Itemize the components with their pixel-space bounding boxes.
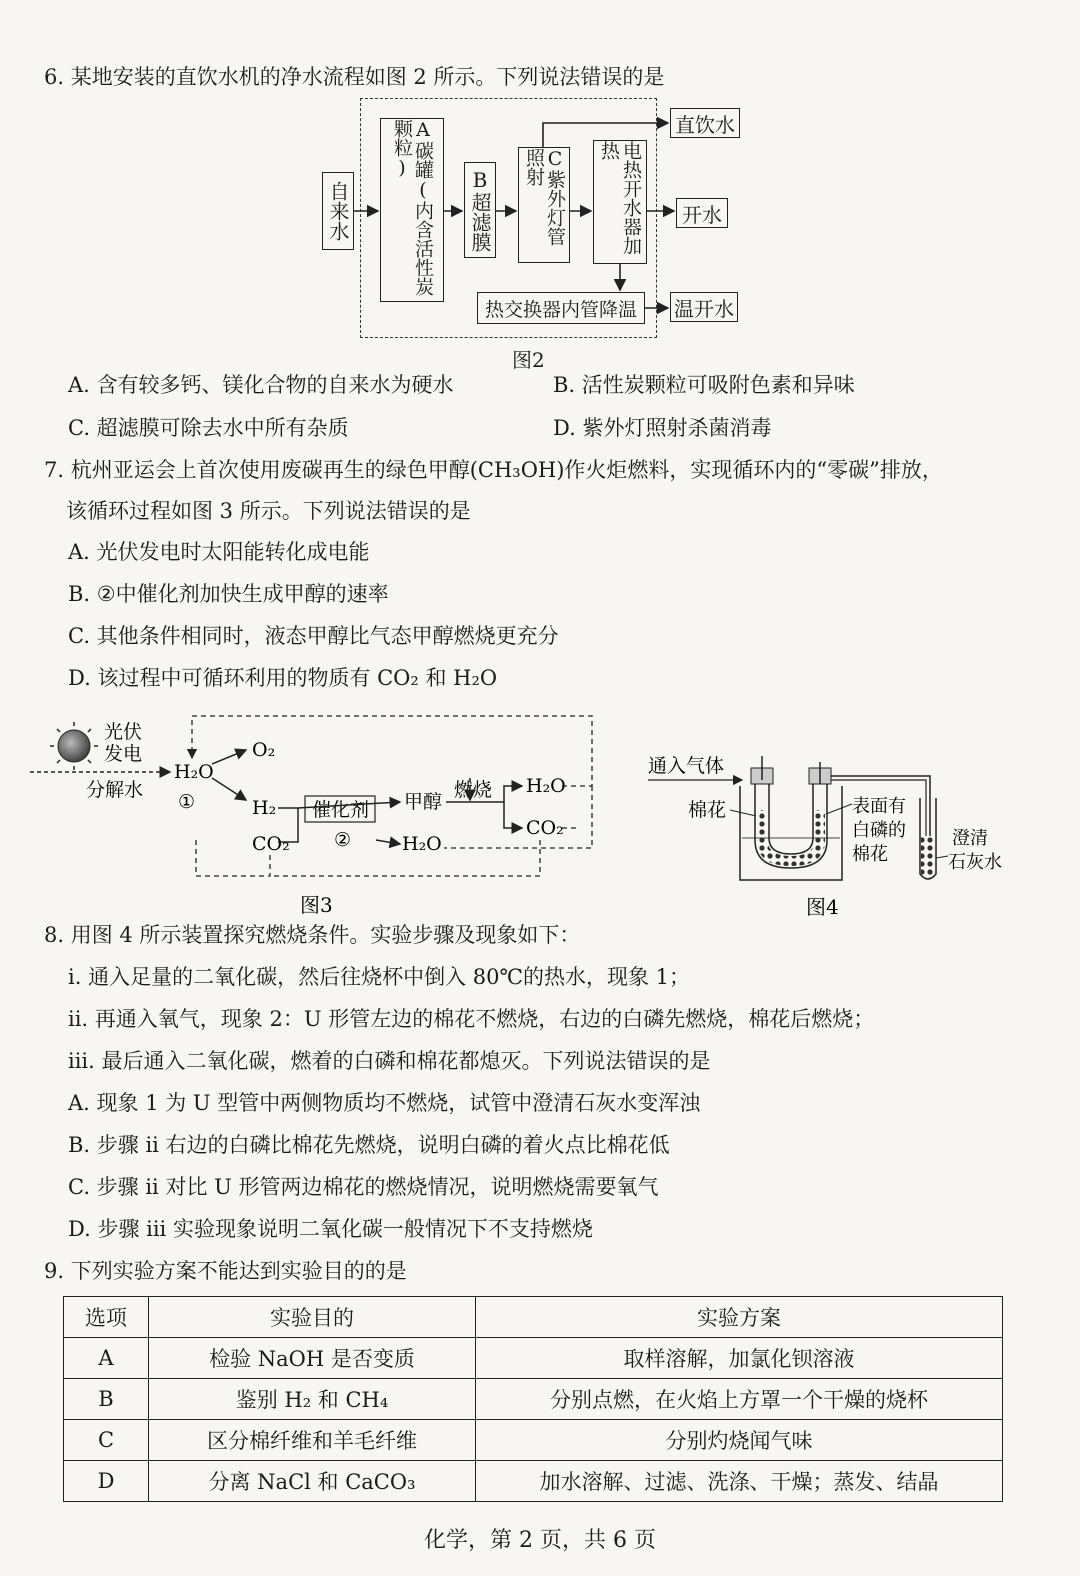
q6-option-d: D. 紫外灯照射杀菌消毒 [553, 416, 772, 440]
water-product-node: H₂O [402, 833, 442, 855]
table-header-row [64, 1297, 1003, 1338]
q7-option-d: D. 该过程中可循环利用的物质有 CO₂ 和 H₂O [68, 666, 498, 690]
table-row [64, 1338, 1003, 1379]
table-row [64, 1379, 1003, 1420]
water-burn-node: H₂O [526, 775, 566, 797]
catalyst-label: 催化剂 [312, 799, 370, 821]
row-d-plan: 加水溶解、过滤、洗涤、干燥；蒸发、结晶 [476, 1461, 1003, 1502]
phosphorus-label-2: 白磷的 [852, 820, 906, 841]
row-d-purpose: 分离 NaCl 和 CaCO₃ [149, 1461, 476, 1502]
header-option: 选项 [64, 1297, 149, 1338]
row-c-plan: 分别灼烧闻气味 [476, 1420, 1003, 1461]
co2-burn-node: CO₂ [526, 817, 564, 839]
figure-2-caption: 图2 [512, 348, 545, 372]
direct-water-box: 直饮水 [670, 108, 740, 138]
q8-option-d: D. 步骤 iii 实验现象说明二氧化碳一般情况下不支持燃烧 [68, 1217, 593, 1241]
q8-step-1: i. 通入足量的二氧化碳，然后往烧杯中倒入 80℃的热水，现象 1； [68, 965, 690, 989]
q7-option-b: B. ②中催化剂加快生成甲醇的速率 [68, 582, 389, 606]
phosphorus-label-1: 表面有 [852, 796, 906, 817]
q8-step-2: ii. 再通入氧气，现象 2：U 形管左边的棉花不燃烧，右边的白磷先燃烧，棉花后燃烧； [68, 1007, 875, 1031]
sun-icon [50, 722, 98, 770]
uv-lamp-box: C紫外灯管照射 [518, 147, 570, 263]
row-a-option: A [64, 1338, 149, 1379]
table-row [64, 1420, 1003, 1461]
page-footer: 化学，第 2 页，共 6 页 [424, 1528, 656, 1553]
step-2-label: ② [334, 829, 352, 851]
q8-option-c: C. 步骤 ii 对比 U 形管两边棉花的燃烧情况，说明燃烧需要氧气 [68, 1175, 659, 1199]
figure-4 [630, 740, 1050, 930]
gas-inlet-label: 通入气体 [648, 755, 725, 777]
figure-3-caption: 图3 [300, 893, 333, 917]
oxygen-node: O₂ [252, 739, 276, 761]
row-b-plan: 分别点燃，在火焰上方罩一个干燥的烧杯 [476, 1379, 1003, 1420]
q8-stem: 8. 用图 4 所示装置探究燃烧条件。实验步骤及现象如下： [44, 923, 581, 947]
heat-exchanger-box: 热交换器内管降温 [477, 292, 645, 324]
q6-option-c: C. 超滤膜可除去水中所有杂质 [68, 416, 349, 440]
cotton-label: 棉花 [688, 799, 727, 821]
methanol-node: 甲醇 [404, 791, 443, 813]
step-1-label: ① [178, 791, 196, 813]
boiled-water-box: 开水 [676, 198, 728, 228]
tap-water-box: 自来水 [322, 172, 354, 250]
row-c-option: C [64, 1420, 149, 1461]
q6-stem: 6. 某地安装的直饮水机的净水流程如图 2 所示。下列说法错误的是 [44, 65, 665, 89]
row-b-purpose: 鉴别 H₂ 和 CH₄ [149, 1379, 476, 1420]
q9-table [63, 1296, 1003, 1502]
row-d-option: D [64, 1461, 149, 1502]
q9-stem: 9. 下列实验方案不能达到实验目的的是 [44, 1259, 407, 1283]
warm-water-box: 温开水 [670, 292, 738, 322]
q6-option-b: B. 活性炭颗粒可吸附色素和异味 [553, 373, 855, 397]
limewater-label-2: 石灰水 [948, 852, 1002, 873]
q8-option-a: A. 现象 1 为 U 型管中两侧物质均不燃烧，试管中澄清石灰水变浑浊 [68, 1091, 701, 1115]
hydrogen-node: H₂ [252, 797, 277, 819]
co2-node: CO₂ [252, 833, 290, 855]
ultrafiltration-box: B超滤膜 [464, 162, 496, 258]
water-node: H₂O [174, 761, 214, 783]
burn-label: 燃烧 [454, 779, 493, 801]
q8-step-3: iii. 最后通入二氧化碳，燃着的白磷和棉花都熄灭。下列说法错误的是 [68, 1049, 711, 1073]
q7-option-c: C. 其他条件相同时，液态甲醇比气态甲醇燃烧更充分 [68, 624, 559, 648]
q7-stem-line1: 7. 杭州亚运会上首次使用废碳再生的绿色甲醇(CH₃OH)作火炬燃料，实现循环内的“零碳”排放， [44, 458, 943, 482]
figure-2-arrows [0, 0, 1080, 360]
row-a-purpose: 检验 NaOH 是否变质 [149, 1338, 476, 1379]
row-a-plan: 取样溶解，加氯化钡溶液 [476, 1338, 1003, 1379]
figure-4-caption: 图4 [806, 895, 839, 919]
limewater-label-1: 澄清 [952, 828, 988, 849]
row-c-purpose: 区分棉纤维和羊毛纤维 [149, 1420, 476, 1461]
row-b-option: B [64, 1379, 149, 1420]
pv-label-2: 发电 [104, 743, 143, 765]
figure-3 [0, 700, 640, 930]
pv-label-1: 光伏 [104, 721, 143, 743]
q6-option-a: A. 含有较多钙、镁化合物的自来水为硬水 [68, 373, 454, 397]
q7-stem-line2: 该循环过程如图 3 所示。下列说法错误的是 [66, 499, 471, 523]
split-water-label: 分解水 [86, 779, 144, 801]
q7-option-a: A. 光伏发电时太阳能转化成电能 [68, 540, 370, 564]
carbon-tank-box: A碳罐(内含活性炭颗粒) [380, 118, 444, 302]
heater-box: 电热开水器加热 [593, 140, 647, 264]
phosphorus-label-3: 棉花 [852, 844, 888, 865]
header-plan: 实验方案 [476, 1297, 1003, 1338]
q8-option-b: B. 步骤 ii 右边的白磷比棉花先燃烧，说明白磷的着火点比棉花低 [68, 1133, 670, 1157]
table-row [64, 1461, 1003, 1502]
header-purpose: 实验目的 [149, 1297, 476, 1338]
